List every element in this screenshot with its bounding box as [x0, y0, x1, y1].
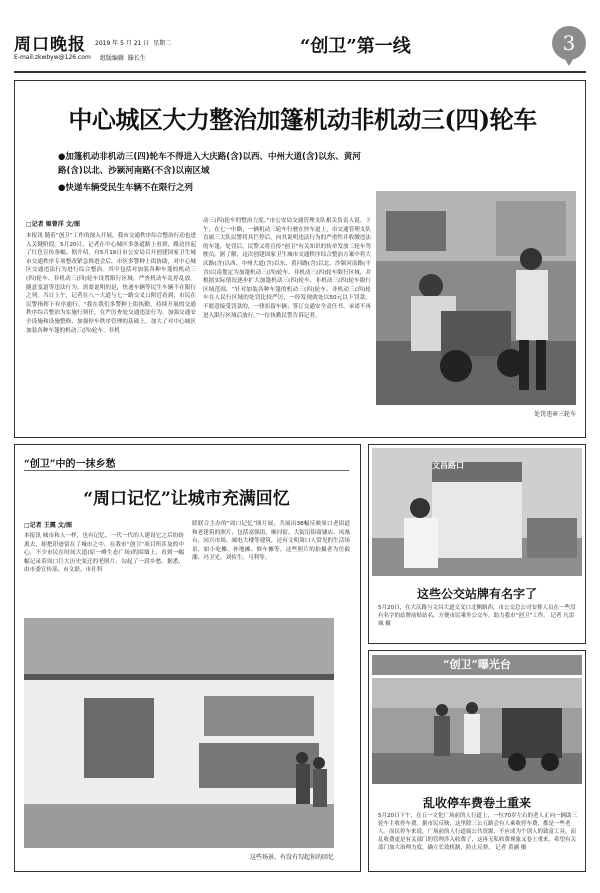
parking-fee-picture [372, 678, 582, 784]
feature-byline: □记者 王震 文/图 [24, 522, 73, 529]
lead-column-1: 本报讯 随着“创卫”工作的深入开展，我市交通秩序综合整治行动也进入关键阶段。5月20日，记者在中心城区多条道路上看到，路边挂起了红色宣传条幅。据介绍，自5月16日市公安局召开创建国家卫生城市交通秩序专项整改紧急推进会后，市区多警种上街协助，对中心城区交通违法行为进行综合整治。其中包括对加装各种车篷的机动三(四)轮车、非机动三(四)轮车设置限行区域，严查机动车乱停乱放。随意变道等违法行为。需要说明的是，快递车辆等民生车辆不在限行之列。当日上午，记者在八一大道与七一路交叉口附近看到，市民在民警指挥下有序通行。“我在我们多警种上街执勤，持续开展的交通秩序综合整治为实施行领任，在严厉查处交通违法行为、加强交通安全设施和设施整修、加强停车秩序管理的基础上，加大了对中心城区加装各种车篷的机动三(四)轮车、非机 [26, 233, 196, 334]
bus-sign-photo [372, 448, 582, 576]
lead-headline: 中心城区大力整治加篷机动非机动三(四)轮车 [68, 105, 537, 134]
spotlight-text: 5月20日下午，在五一文化广场前的人行道上，一位70岁左右的老人正向一辆助三轮车主收停车费。据市民反映，这里除三公五路会有人乘收停车费，都是一些老人。而民停车来说，广场前的人行道属公共资源，不应成为个别人的致富工具，而乱收费更是有关部门的管理涉入收费了，这再无私收费现象又卷土重来。希望有关部门加大治理力度，确立长效机制，防止反弹。 记者 黄涵 摄 [378, 813, 577, 851]
feature-photo [24, 618, 334, 848]
lead-byline: □记者 姬曾洋 文/图 [26, 221, 81, 228]
feature-divider [24, 470, 349, 471]
feature-tag: “创卫”中的一抹乡愁 [24, 459, 116, 470]
bus-sign-photo-label: 文昌路口 [432, 461, 464, 470]
page-number-badge: 3 [552, 26, 586, 60]
feature-photo-caption: 这些场景，有没有勾起你的回忆 [249, 854, 334, 861]
masthead-rule [14, 71, 586, 73]
issue-date: 2019 年 5 月 21 日 星期二 [95, 40, 172, 47]
photo-wall-picture [24, 618, 334, 848]
feature-headline: “周口记忆”让城市充满回忆 [83, 489, 290, 509]
contact-email: E-mail:zkwbyw@126.com [14, 54, 91, 61]
bus-stop-picture [372, 448, 582, 576]
page-badge-pin [563, 56, 575, 66]
lead-column-2: 动三(四)轮车的整治力度。”市公安局交通管理支队相关负责人说。下午，在七一中路，一辆机动三轮车行驶在快车道上，市交通管理支队直属三大队民警将其拦停后，向其说明违法行为的严重性并收缴违法的车篷，处罚后，民警又将宣传“创卫”有关知识的传单发放三轮车驾驶员。据了解，这次创建国家卫生城市交通秩序综合整治方案中将大庆路(含)以西、中州大道(含)以东、黄河路(含)以北、沙颍河南路(不含)以南划定为加篷机动三(四)轮车、非机动三(四)轮车限行区域，并根据实际情况逐步扩大加篷机动三(四)轮车、非机动三(四)轮车限行区域范围。“针对加装各种车篷的机动三(四)轮车、非机动三(四)轮车在人民行区域的处罚比较严厉，一经发现就处以50元以下罚款。不愿意接受罚款的，一律扣留车辆；签订交通安全责任书、承诺不再进入限行区域后放行。”一位执勤民警告诉记者。 [203, 218, 371, 319]
spotlight-photo [372, 678, 582, 784]
spotlight-banner: “创卫”曝光台 [372, 655, 582, 675]
newspaper-logo: 周口晚报 [14, 35, 86, 55]
editor-credit: 组版编辑 滕长生 [100, 55, 146, 62]
traffic-police-photo [376, 191, 576, 405]
section-title: “创卫”第一线 [300, 36, 411, 57]
feature-column-2: 联联合主办的“周口记忆”图片展，共展出38幅反映周口老街道和老建筑的照片，包括富强街、顺河街、大街沿街商铺店、凤凰台、同兴市场、邮电大楼等建筑，还有文明周口人常见的生活场景，如小吃摊、补地摊、修车摊等。这些照片的拍摄者为岳毅潮、冯卫光、刘传生、马利等。 [192, 521, 350, 562]
spotlight-headline: 乱收停车费卷土重来 [422, 796, 531, 810]
lead-subhead-1: ●加篷机动非机动三(四)轮车不得进入大庆路(含)以西、中州大道(含)以东、黄河路(含)以北、沙颍河南路(不含)以南区域 [58, 152, 361, 176]
lead-photo-caption: 处罚违章三轮车 [533, 411, 576, 418]
lead-subhead-2: ●快递车辆受民生车辆不在限行之列 [58, 183, 193, 193]
bus-sign-headline: 这些公交站牌有名字了 [416, 587, 537, 601]
lead-photo [376, 191, 576, 405]
feature-column-1: 本报讯 城市和人一样，也有记忆。一代一代的人建设它之后纷纷离去，却把印迹留在了城市之中。在我市“创卫”项目所涉及的中心，不少市民在时间大道(原一峰生态广场)的围墙上，看到一幅幅记录着周口巨大历史变迁的老照片，勾起了一段乡愁。据悉，由市委宣传部、市文联、市社科 [24, 533, 184, 574]
bus-sign-text: 5月20日，在大庆路与文昌大道交叉口北侧路西，市公交总公司安排人员在一些没有名字的站牌前贴站名，方便市民乘坐公交车，助力我市“创卫”工作。 记者 凡雷城 摄 [378, 605, 576, 627]
